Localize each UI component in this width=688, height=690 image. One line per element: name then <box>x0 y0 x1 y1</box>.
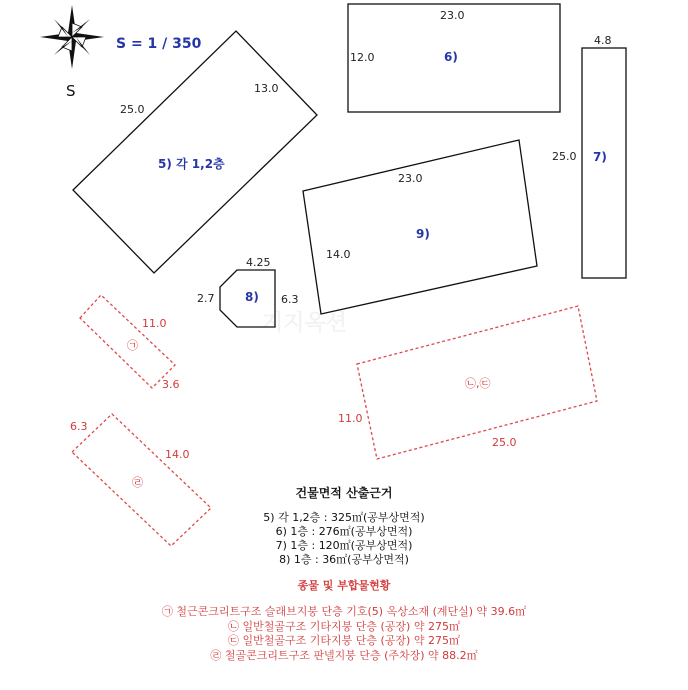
area-notes-title: 건물면적 산출근거 <box>295 486 393 500</box>
area-notes <box>0 484 688 663</box>
annex-ga-dim-length: 11.0 <box>142 317 167 330</box>
annex-na-da-dim-width: 11.0 <box>338 412 363 425</box>
annex-ra-label: ㉣ <box>132 476 143 489</box>
annex-na-da-label: ㉡,㉢ <box>465 377 491 390</box>
annex-ga-dim-width: 3.6 <box>162 378 180 391</box>
building-5-dim-length: 25.0 <box>120 103 145 116</box>
building-8-dim-top: 4.25 <box>246 256 271 269</box>
annex-notes-title: 종물 및 부합물현황 <box>297 579 391 592</box>
building-6-dim-width: 12.0 <box>350 51 375 64</box>
annex-ga-label: ㉠ <box>127 339 138 352</box>
watermark: 지지옥션 <box>262 311 348 336</box>
building-7-dim-width: 4.8 <box>594 34 612 47</box>
building-6-label: 6) <box>444 50 458 64</box>
annex-note-line: ㉡ 일반철골구조 기타지붕 단층 (공장) 약 275㎡ <box>228 619 460 633</box>
area-note-line: 8) 1층 : 36㎡(공부상면적) <box>279 553 409 566</box>
annex-ra-dim-length: 14.0 <box>165 448 190 461</box>
scale-label: S = 1 / 350 <box>116 36 202 52</box>
building-9-dim-length: 23.0 <box>398 172 423 185</box>
building-7-label: 7) <box>593 150 607 164</box>
building-9-dim-width: 14.0 <box>326 248 351 261</box>
building-5-outline <box>73 31 317 273</box>
building-8-dim-right: 6.3 <box>281 293 299 306</box>
building-7-dim-length: 25.0 <box>552 150 577 163</box>
annex-note-line: ㉠ 철근콘크리트구조 슬래브지붕 단층 기호(5) 옥상소재 (계단실) 약 39.6㎡ <box>161 605 527 618</box>
annex-na-da-dim-length: 25.0 <box>492 436 517 449</box>
area-note-line: 5) 각 1,2층 : 325㎡(공부상면적) <box>263 511 425 524</box>
compass-label: S <box>66 82 76 100</box>
building-5-dim-width: 13.0 <box>254 82 279 95</box>
building-5-label: 5) 각 1,2층 <box>158 157 225 171</box>
compass-rose-icon <box>40 5 104 69</box>
building-9-label: 9) <box>416 227 430 241</box>
annex-note-line: ㉣ 철골콘크리트구조 판넬지붕 단층 (주차장) 약 88.2㎡ <box>210 648 478 662</box>
annex-ra-dim-width: 6.3 <box>70 420 88 433</box>
annex-note-line: ㉢ 일반철골구조 기타지붕 단층 (공장) 약 275㎡ <box>228 634 460 647</box>
area-note-line: 7) 1층 : 120㎡(공부상면적) <box>275 539 413 552</box>
area-note-line: 6) 1층 : 276㎡(공부상면적) <box>275 525 413 538</box>
building-8-label: 8) <box>245 290 259 304</box>
building-8-dim-left: 2.7 <box>197 292 215 305</box>
building-6-dim-length: 23.0 <box>440 9 465 22</box>
